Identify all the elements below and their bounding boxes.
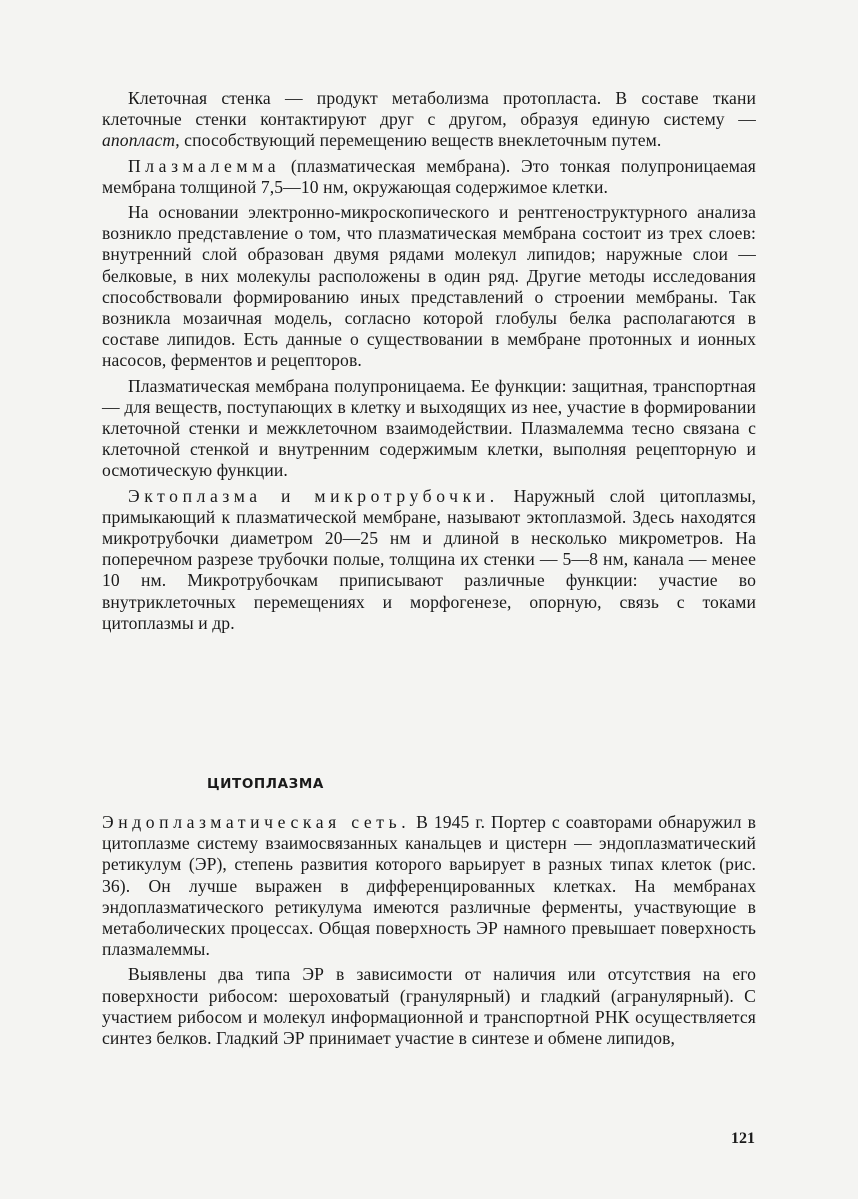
paragraph-er-types bbox=[102, 964, 756, 1049]
paragraph-text: Плазматическая мембрана полупроницаема. Ее функции: защитная, транспортная — для веществ, поступающих в клетку и выходящих из нее, участие в формировании клеточной стенки и межклеточном взаимодействии. Плазмалемма тесно связана с клеточной стенкой и внутренним содержимым клетки, выполняя рецепторную и осмотическую функции. bbox=[102, 375, 756, 481]
page-number: 121 bbox=[731, 1130, 755, 1147]
paragraph-cell-wall bbox=[102, 88, 756, 152]
spaced-heading-plasmalemma: Плазмалемма bbox=[128, 155, 281, 176]
paragraph-text: Клеточная стенка — продукт метаболизма протопласта. В составе ткани клеточные стенки контактируют друг с другом, образуя единую систему — bbox=[102, 88, 756, 130]
paragraph-endoplasmic-reticulum bbox=[102, 812, 756, 960]
paragraph-text: Наружный слой цитоплазмы, примыкающий к плазматической мембране, называют эктоплазмой. Здесь находятся микротрубочки диаметром 20—25 нм и длиной в несколько микрометров. На поперечном разрезе трубочки полые, толщина их стенки — 5—8 нм, канала — менее 10 нм. Микротрубочкам приписывают различные функции: участие во внутриклеточных перемещениях и морфогенезе, опорную, связь с токами цитоплазмы и др. bbox=[102, 485, 756, 633]
paragraph-text: Выявлены два типа ЭР в зависимости от наличия или отсутствия на его поверхности рибосом: шероховатый (гранулярный) и гладкий (агранулярный). С участием рибосом и молекул информационной и транспортной РНК осуществляется синтез белков. Гладкий ЭР принимает участие в синтезе и обмене липидов, bbox=[102, 964, 756, 1049]
text-block-upper bbox=[102, 88, 756, 638]
section-title: ЦИТОПЛАЗМА bbox=[207, 776, 324, 792]
term-apoplast: апопласт bbox=[102, 130, 176, 151]
paragraph-text: (плазматическая мембрана). Это тонкая полупроницаемая мембрана толщиной 7,5—10 нм, окружающая содержимое клетки. bbox=[102, 155, 756, 197]
text-block-lower bbox=[102, 812, 756, 1053]
paragraph-plasmalemma bbox=[102, 156, 756, 198]
paragraph-ectoplasm bbox=[102, 486, 756, 634]
paragraph-text: В 1945 г. Портер с соавторами обнаружил в цитоплазме систему взаимосвязанных канальцев и цистерн — эндоплазматический ретикулум (ЭР), степень развития которого варьирует в разных типах клеток (рис. 36). Он лучше выражен в дифференцированных клетках. На мембранах эндоплазматического ретикулума имеются различные ферменты, участвующие в метаболических процессах. Общая поверхность ЭР намного превышает поверхность плазмалеммы. bbox=[102, 812, 756, 960]
paragraph-membrane-structure bbox=[102, 202, 756, 372]
spaced-heading-ectoplasm: Эктоплазма и микротрубочки. bbox=[128, 485, 499, 506]
spaced-heading-er: Эндоплазматическая сеть. bbox=[102, 812, 411, 832]
paragraph-text: На основании электронно-микроскопического и рентгеноструктурного анализа возникло представление о том, что плазматическая мембрана состоит из трех слоев: внутренний слой образован двумя рядами молекул липидов; наружные слои — белковые, в них молекулы расположены в один ряд. Другие методы исследования способствовали формированию иных представлений о строении мембраны. Так возникла мозаичная модель, согласно которой глобулы белка располагаются в составе липидов. Есть данные о существовании в мембране протонных и ионных насосов, ферментов и рецепторов. bbox=[102, 202, 756, 371]
paragraph-text: , способствующий перемещению веществ внеклеточным путем. bbox=[175, 130, 662, 151]
paragraph-membrane-functions bbox=[102, 376, 756, 482]
